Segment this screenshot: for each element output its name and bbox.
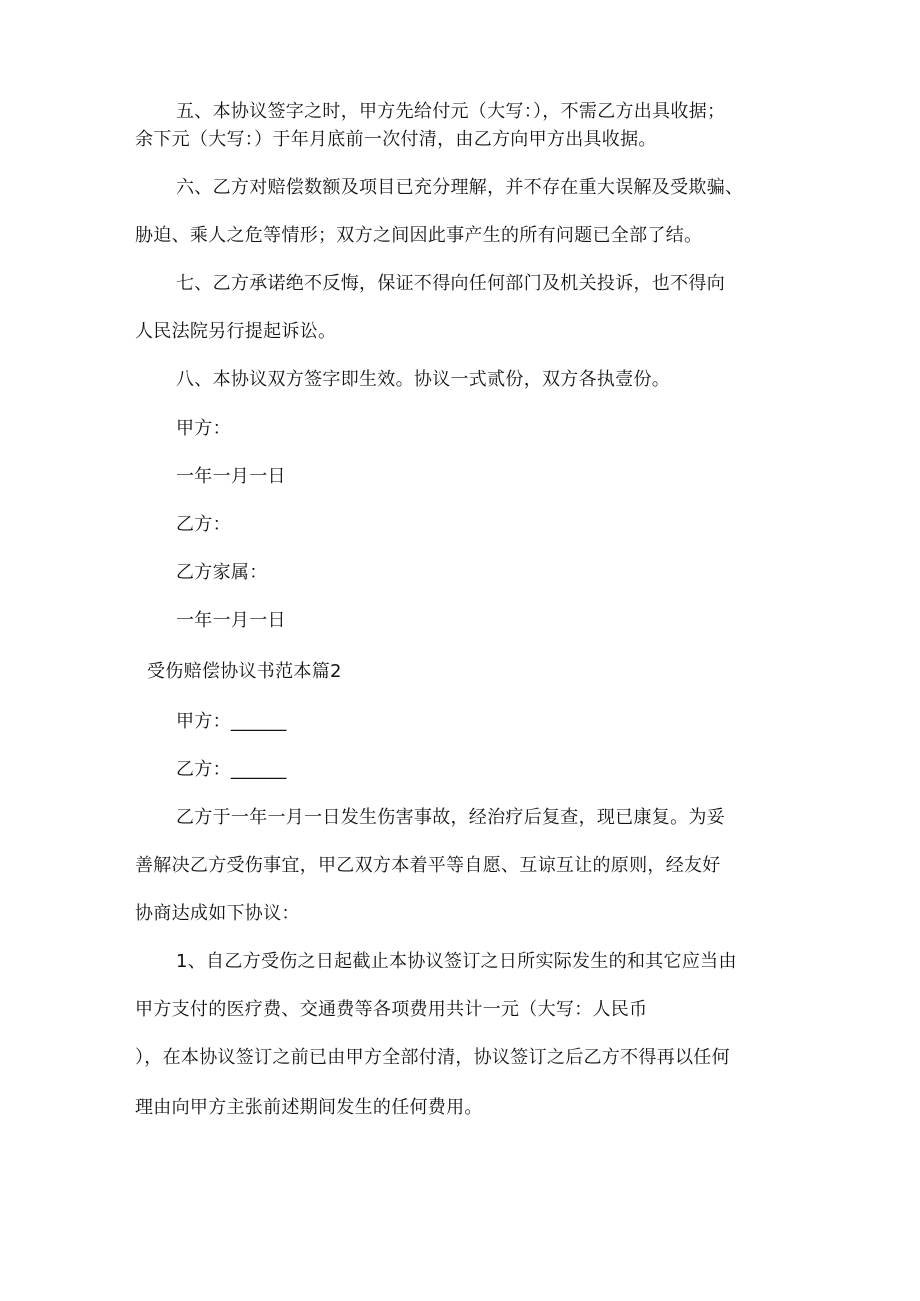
- paragraph-5-line-2: 余下元（大写：）于年月底前一次付清，由乙方向甲方出具收据。: [135, 129, 657, 150]
- paragraph-6-line-2: 胁迫、乘人之危等情形；双方之间因此事产生的所有问题已全部了结。: [135, 225, 703, 246]
- clause-1-line-4: 理由向甲方主张前述期间发生的任何费用。: [135, 1097, 483, 1118]
- party-b-field: 乙方：______: [176, 759, 287, 780]
- party-a-field: 甲方：______: [176, 711, 287, 732]
- intro-line-2: 善解决乙方受伤事宜，甲乙双方本着平等自愿、互谅互让的原则，经友好: [135, 855, 721, 876]
- section-heading: 受伤赔偿协议书范本篇2: [147, 661, 342, 682]
- clause-1-line-2: 甲方支付的医疗费、交通费等各项费用共计一元（大写：人民币: [135, 999, 648, 1020]
- date-line-1: 一年一月一日: [176, 466, 286, 487]
- paragraph-8: 八、本协议双方签字即生效。协议一式贰份，双方各执壹份。: [176, 369, 671, 390]
- clause-1-line-3: ），在本协议签订之前已由甲方全部付清，协议签订之后乙方不得再以任何: [135, 1047, 730, 1068]
- paragraph-7-line-2: 人民法院另行提起诉讼。: [135, 321, 337, 342]
- date-line-2: 一年一月一日: [176, 610, 286, 631]
- clause-1-line-1: 1、自乙方受伤之日起截止本协议签订之日所实际发生的和其它应当由: [176, 951, 737, 972]
- party-a-signature: 甲方：: [176, 418, 231, 439]
- party-b-family-signature: 乙方家属：: [176, 562, 268, 583]
- paragraph-5-line-1: 五、本协议签字之时，甲方先给付元（大写：），不需乙方出具收据；: [176, 101, 726, 122]
- intro-line-3: 协商达成如下协议：: [135, 903, 300, 924]
- party-b-signature: 乙方：: [176, 514, 231, 535]
- paragraph-7-line-1: 七、乙方承诺绝不反悔，保证不得向任何部门及机关投诉，也不得向: [176, 273, 725, 294]
- intro-line-1: 乙方于一年一月一日发生伤害事故，经治疗后复查，现已康复。为妥: [176, 807, 725, 828]
- paragraph-6-line-1: 六、乙方对赔偿数额及项目已充分理解，并不存在重大误解及受欺骗、: [176, 177, 744, 198]
